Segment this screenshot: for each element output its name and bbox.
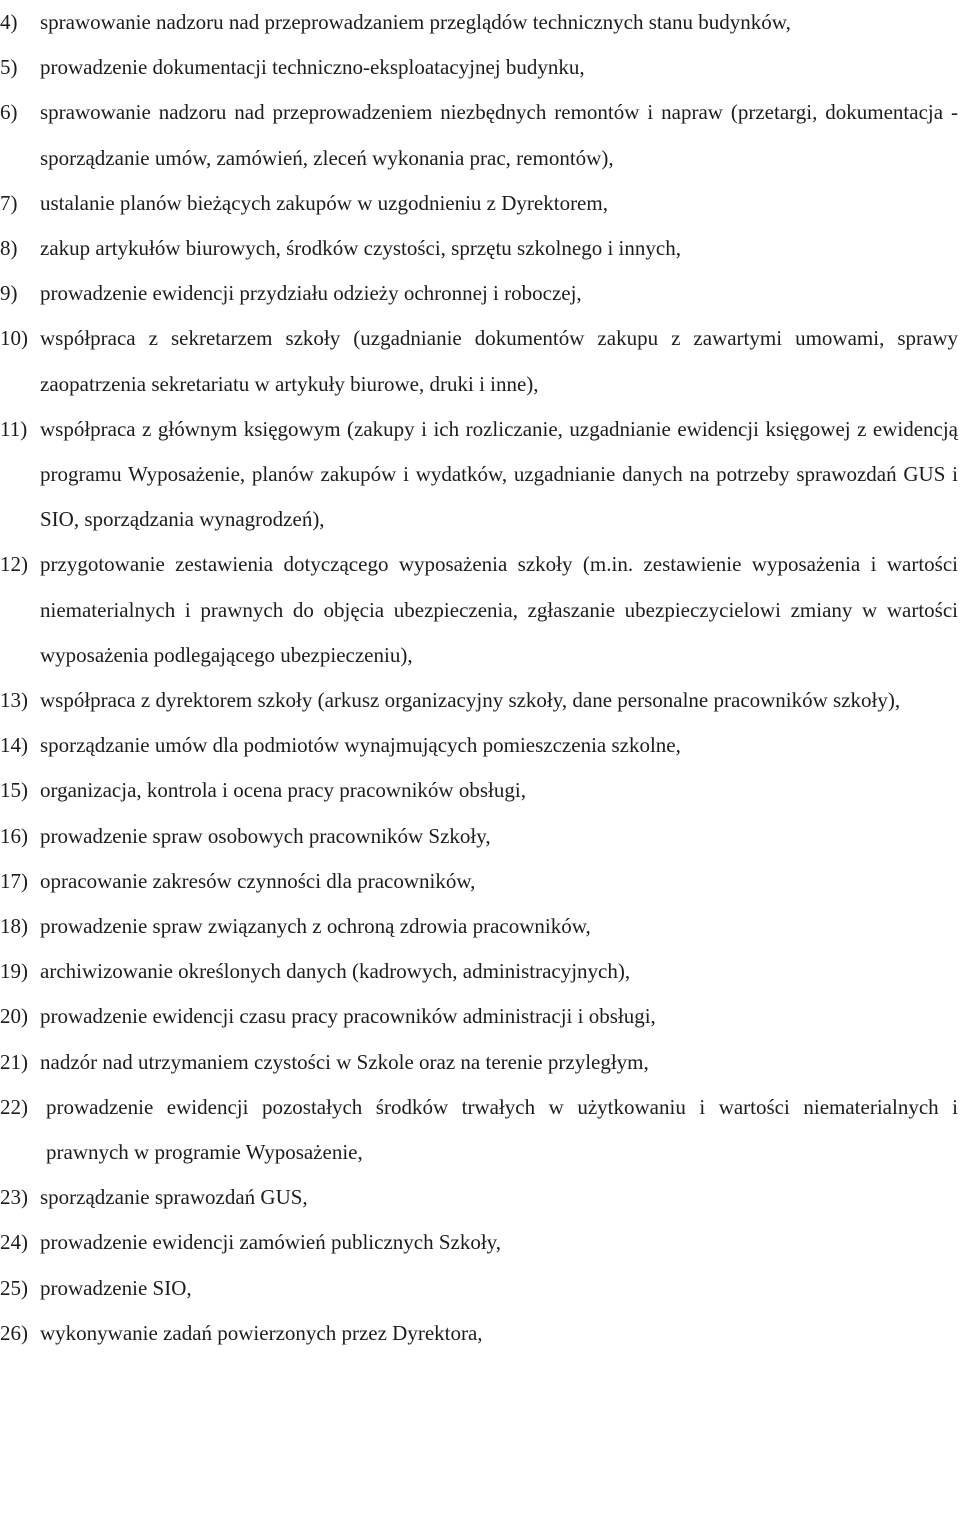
item-number: 6) bbox=[0, 100, 18, 125]
list-item bbox=[0, 542, 958, 678]
list-item bbox=[0, 1266, 958, 1311]
list-item bbox=[0, 859, 958, 904]
item-text: sprawowanie nadzoru nad przeprowadzaniem przeglądów technicznych stanu budynków, bbox=[40, 10, 791, 34]
item-number: 24) bbox=[0, 1230, 28, 1255]
item-number: 15) bbox=[0, 778, 28, 803]
list-item bbox=[0, 90, 958, 180]
item-number: 25) bbox=[0, 1275, 28, 1300]
list-item bbox=[0, 407, 958, 543]
item-number: 10) bbox=[0, 326, 28, 351]
item-text: zakup artykułów biurowych, środków czystości, sprzętu szkolnego i innych, bbox=[40, 236, 681, 261]
item-text: prowadzenie ewidencji zamówień publicznych Szkoły, bbox=[40, 1230, 502, 1255]
list-item bbox=[0, 0, 958, 45]
item-text: sporządzanie sprawozdań GUS, bbox=[40, 1185, 308, 1210]
list-item bbox=[0, 814, 958, 859]
item-number: 4) bbox=[0, 10, 18, 34]
item-number: 12) bbox=[0, 552, 28, 577]
list-item bbox=[0, 1085, 958, 1175]
list-item bbox=[0, 45, 958, 90]
list-item bbox=[0, 1220, 958, 1265]
item-text: sprawowanie nadzoru nad przeprowadzeniem niezbędnych remontów i napraw (przetargi, dokumentacja - sporządzanie umów, zamówień, zleceń wykonania prac, remontów), bbox=[40, 100, 958, 170]
item-text: archiwizowanie określonych danych (kadrowych, administracyjnych), bbox=[40, 959, 631, 984]
item-text: prowadzenie spraw związanych z ochroną zdrowia pracowników, bbox=[40, 914, 591, 939]
item-text: nadzór nad utrzymaniem czystości w Szkole oraz na terenie przyległym, bbox=[40, 1049, 649, 1074]
item-text: wykonywanie zadań powierzonych przez Dyrektora, bbox=[40, 1320, 483, 1345]
item-number: 19) bbox=[0, 959, 28, 984]
item-text: opracowanie zakresów czynności dla pracowników, bbox=[40, 868, 476, 893]
item-number: 8) bbox=[0, 236, 18, 261]
list-item bbox=[0, 678, 958, 723]
list-item bbox=[0, 904, 958, 949]
item-number: 16) bbox=[0, 823, 28, 848]
list-item bbox=[0, 271, 958, 316]
item-text: prowadzenie ewidencji pozostałych środków trwałych w użytkowaniu i wartości niematerialnych i prawnych w programie Wyposażenie, bbox=[46, 1094, 958, 1165]
list-item bbox=[0, 768, 958, 813]
list-item bbox=[0, 994, 958, 1039]
item-number: 5) bbox=[0, 55, 18, 80]
item-text: przygotowanie zestawienia dotyczącego wyposażenia szkoły (m.in. zestawienie wyposażenia i wartości niematerialnych i prawnych do objęcia ubezpieczenia, zgłaszanie ubezpieczycielowi zmiany w wartości wyposażenia podlegającego ubezpieczeniu), bbox=[40, 552, 958, 667]
item-number: 7) bbox=[0, 190, 18, 215]
item-number: 9) bbox=[0, 281, 18, 306]
item-text: prowadzenie ewidencji czasu pracy pracowników administracji i obsługi, bbox=[40, 1004, 656, 1029]
item-text: sporządzanie umów dla podmiotów wynajmujących pomieszczenia szkolne, bbox=[40, 733, 681, 758]
item-number: 11) bbox=[0, 416, 28, 441]
item-number: 17) bbox=[0, 868, 28, 893]
list-item bbox=[0, 181, 958, 226]
item-text: ustalanie planów bieżących zakupów w uzgodnieniu z Dyrektorem, bbox=[40, 190, 608, 215]
item-number: 18) bbox=[0, 914, 28, 939]
item-text: prowadzenie ewidencji przydziału odzieży ochronnej i roboczej, bbox=[40, 281, 582, 306]
item-number: 23) bbox=[0, 1185, 28, 1210]
item-number: 14) bbox=[0, 733, 28, 758]
list-item bbox=[0, 226, 958, 271]
item-number: 20) bbox=[0, 1004, 28, 1029]
item-number: 26) bbox=[0, 1320, 28, 1345]
list-item bbox=[0, 1040, 958, 1085]
item-number: 22) bbox=[0, 1094, 28, 1119]
list-item bbox=[0, 1311, 958, 1356]
item-text: prowadzenie SIO, bbox=[40, 1275, 192, 1300]
list-item bbox=[0, 949, 958, 994]
list-item bbox=[0, 316, 958, 406]
item-text: prowadzenie dokumentacji techniczno-eksploatacyjnej budynku, bbox=[40, 55, 585, 80]
item-text: współpraca z głównym księgowym (zakupy i ich rozliczanie, uzgadnianie ewidencji księgowej z ewidencją programu Wyposażenie, planów zakupów i wydatków, uzgadnianie danych na potrzeby sprawozdań GUS i SIO, sporządzania wynagrodzeń), bbox=[40, 416, 958, 532]
list-item bbox=[0, 723, 958, 768]
item-number: 13) bbox=[0, 688, 28, 713]
item-text: współpraca z dyrektorem szkoły (arkusz organizacyjny szkoły, dane personalne pracowników szkoły), bbox=[40, 688, 901, 713]
item-text: organizacja, kontrola i ocena pracy pracowników obsługi, bbox=[40, 778, 526, 803]
item-text: współpraca z sekretarzem szkoły (uzgadnianie dokumentów zakupu z zawartymi umowami, sprawy zaopatrzenia sekretariatu w artykuły biurowe, druki i inne), bbox=[40, 326, 958, 396]
list-item bbox=[0, 1175, 958, 1220]
item-text: prowadzenie spraw osobowych pracowników Szkoły, bbox=[40, 823, 491, 848]
item-number: 21) bbox=[0, 1049, 28, 1074]
